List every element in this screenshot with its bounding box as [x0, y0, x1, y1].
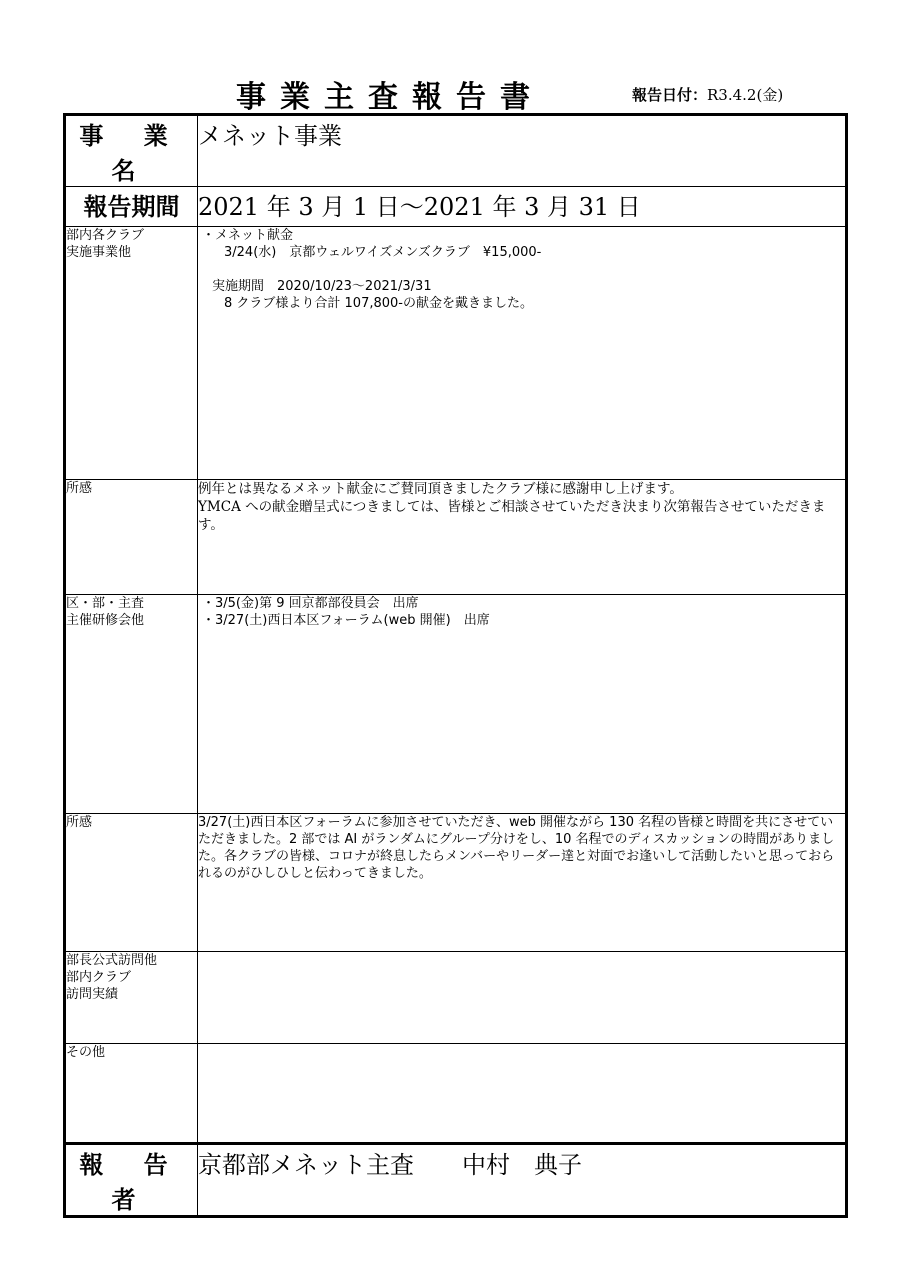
- impression-1-label: 所感: [65, 480, 198, 595]
- project-name-label: 事 業 名: [65, 115, 198, 187]
- row-district-events: [65, 595, 847, 814]
- impression-1-value: [198, 480, 847, 595]
- reporter-value: 京都部メネット主査 中村 典子: [198, 1144, 847, 1217]
- district-events-label-line: 区・部・主査: [66, 596, 145, 611]
- row-other: [65, 1044, 847, 1144]
- visits-label-line: 訪問実績: [66, 987, 119, 1002]
- report-period-label: 報告期間: [65, 187, 198, 227]
- project-name-value: メネット事業: [198, 115, 847, 187]
- club-events-label-line: 部内各クラブ: [66, 228, 145, 243]
- visits-label: [65, 952, 198, 1044]
- report-date-label: 報告日付：: [632, 86, 708, 104]
- row-project-name: [65, 115, 847, 187]
- impression-1-text: YMCA への献金贈呈式につきましては、皆様とご相談させていただき決まり次第報告させていただきます。: [198, 499, 826, 533]
- club-events-value: [198, 227, 847, 480]
- report-date: [632, 84, 783, 105]
- club-events-line: 8 クラブ様より合計 107,800-の献金を戴きました。: [224, 296, 533, 311]
- reporter-label: 報 告 者: [65, 1144, 198, 1217]
- report-form-table: [63, 113, 848, 1218]
- club-events-line: 実施期間 2020/10/23～2021/3/31: [212, 279, 432, 294]
- district-events-line: ・3/5(金)第 9 回京都部役員会 出席: [202, 596, 419, 611]
- row-club-events: [65, 227, 847, 480]
- row-report-period: [65, 187, 847, 227]
- visits-label-line: 部内クラブ: [66, 970, 132, 985]
- row-impression-2: [65, 814, 847, 952]
- impression-2-text: 3/27(土)西日本区フォーラムに参加させていただき、web 開催ながら 130 名程の皆様と時間を共にさせていただきました。2 部では AI がランダムにグループ分けをし、10 名程でのディスカッションの時間がありました。各クラブの皆様、コロナが終息したらメンバーやリーダー達と対面でお逢いして活動したいと思っておられるのがひしひしと伝わってきました。: [198, 815, 835, 881]
- other-value: [198, 1044, 847, 1144]
- other-label: その他: [65, 1044, 198, 1144]
- document-title: 事業主査報告書: [236, 80, 544, 115]
- visits-value: [198, 952, 847, 1044]
- district-events-label: [65, 595, 198, 814]
- impression-2-value: [198, 814, 847, 952]
- club-events-label-line: 実施事業他: [66, 245, 132, 260]
- impression-1-text: 例年とは異なるメネット献金にご賛同頂きましたクラブ様に感謝申し上げます。: [198, 481, 683, 497]
- report-period-value: 2021 年 3 月 1 日～2021 年 3 月 31 日: [198, 187, 847, 227]
- club-events-label: [65, 227, 198, 480]
- club-events-line: ・メネット献金: [202, 228, 294, 243]
- district-events-line: ・3/27(土)西日本区フォーラム(web 開催) 出席: [202, 613, 490, 628]
- visits-label-line: 部長公式訪問他: [66, 953, 158, 968]
- district-events-value: [198, 595, 847, 814]
- impression-2-label: 所感: [65, 814, 198, 952]
- district-events-label-line: 主催研修会他: [66, 613, 145, 628]
- club-events-line: 3/24(水) 京都ウェルワイズメンズクラブ ¥15,000-: [224, 245, 542, 260]
- row-reporter: [65, 1144, 847, 1217]
- report-date-value: R3.4.2(金): [707, 86, 784, 104]
- row-impression-1: [65, 480, 847, 595]
- row-visits: [65, 952, 847, 1044]
